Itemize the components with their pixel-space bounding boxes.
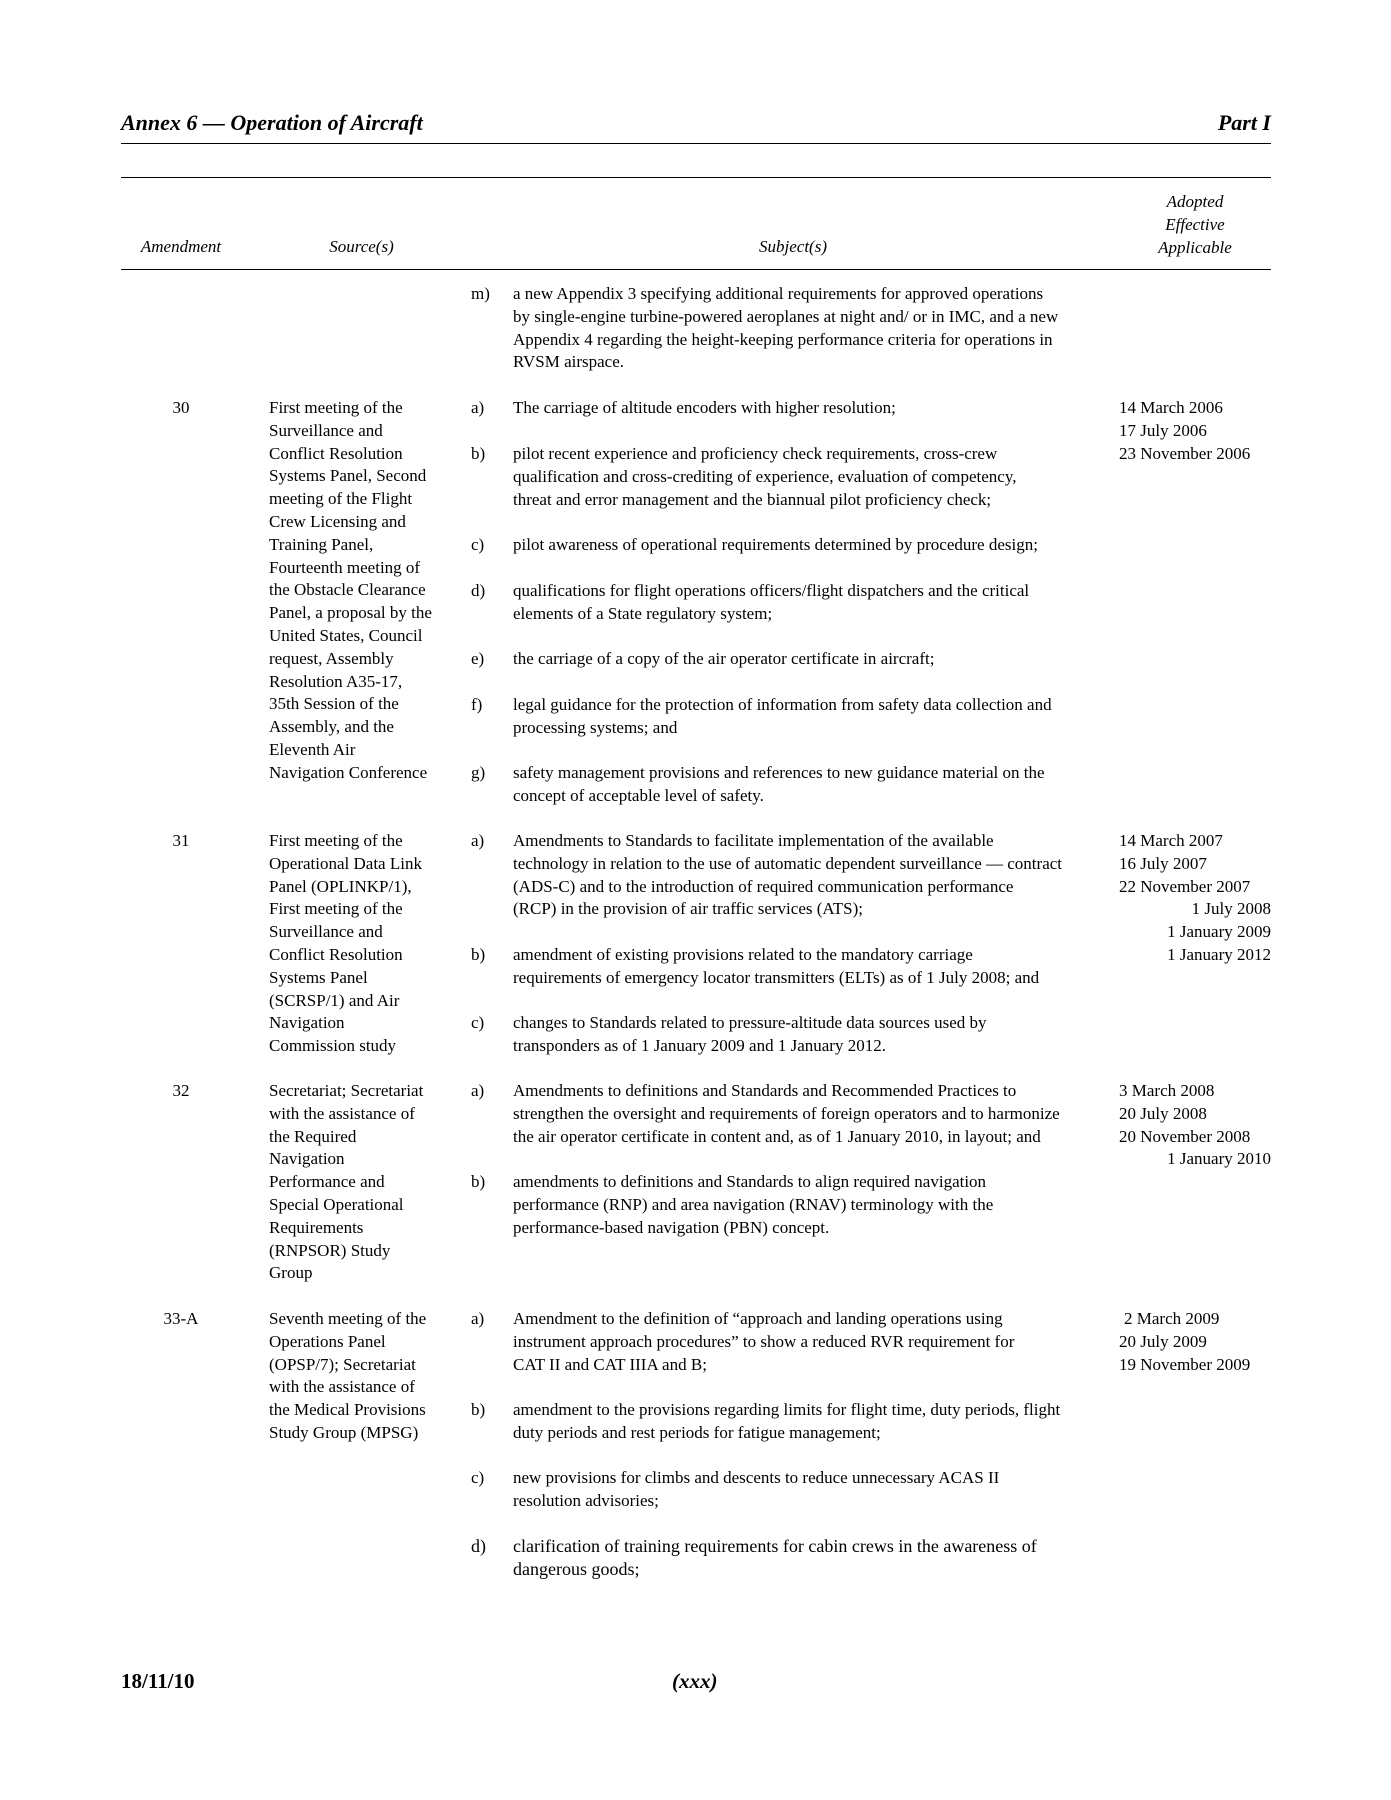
item-text bbox=[513, 397, 1093, 420]
date-applicable-extra: 1 January 2012 bbox=[1167, 944, 1271, 964]
dates-block bbox=[1119, 830, 1271, 967]
item-letter: c) bbox=[471, 1468, 485, 1487]
date-adopted: 2 March 2009 bbox=[1124, 1309, 1220, 1328]
subject-line: instrument approach procedures” to show a reduced RVR requirement for bbox=[513, 1331, 1015, 1351]
subject-line: (ADS-C) and to the introduction of required communication performance bbox=[513, 876, 1014, 896]
subject-line: CAT II and CAT IIIA and B; bbox=[513, 1354, 707, 1374]
item-text bbox=[513, 534, 1093, 557]
table-top-rule bbox=[121, 177, 1271, 178]
subject-line: changes to Standards related to pressure-altitude data sources used by bbox=[513, 1013, 987, 1032]
source-line: First meeting of the bbox=[269, 831, 403, 850]
subject-line: dangerous goods; bbox=[513, 1558, 640, 1579]
column-header-effective: Effective bbox=[1165, 214, 1225, 234]
subject-line: amendment to the provisions regarding limits for flight time, duty periods, flight bbox=[513, 1400, 1061, 1419]
subject-line: clarification of training requirements for cabin crews in the awareness of bbox=[513, 1536, 1037, 1556]
subject-line: strengthen the oversight and requirements of foreign operators and to harmonize bbox=[513, 1103, 1060, 1123]
item-text bbox=[513, 1171, 1093, 1239]
source-line: (OPSP/7); Secretariat bbox=[269, 1354, 416, 1374]
subject-line: performance (RNP) and area navigation (RNAV) terminology with the bbox=[513, 1194, 994, 1214]
date-effective: 20 July 2008 bbox=[1119, 1103, 1207, 1123]
subject-line: amendment of existing provisions related to the mandatory carriage bbox=[513, 945, 973, 964]
source-line: the Obstacle Clearance bbox=[269, 580, 426, 600]
item-letter: a) bbox=[471, 1309, 485, 1328]
item-text bbox=[513, 648, 1093, 671]
column-header-subjects: Subject(s) bbox=[759, 237, 827, 256]
source-line: Special Operational bbox=[269, 1194, 404, 1214]
subject-line: a new Appendix 3 specifying additional requirements for approved operations bbox=[513, 284, 1044, 303]
source-line: Resolution A35-17, bbox=[269, 671, 403, 691]
item-letter: g) bbox=[471, 763, 486, 782]
source-line: Eleventh Air bbox=[269, 739, 356, 759]
date-applicable: 22 November 2007 bbox=[1119, 876, 1251, 896]
source-line: Surveillance and bbox=[269, 922, 383, 942]
source-line: Secretariat; Secretariat bbox=[269, 1081, 424, 1100]
header-rule bbox=[121, 143, 1271, 144]
date-effective: 20 July 2009 bbox=[1119, 1331, 1207, 1351]
amendment-number: 30 bbox=[172, 398, 190, 417]
source-line: Commission study bbox=[269, 1036, 397, 1056]
item-text bbox=[513, 580, 1093, 626]
source-line: Group bbox=[269, 1263, 313, 1283]
item-letter: c) bbox=[471, 535, 485, 554]
source-line: Panel (OPLINKP/1), bbox=[269, 876, 412, 896]
source-line: Navigation Conference bbox=[269, 762, 428, 782]
source-line: First meeting of the bbox=[269, 398, 403, 417]
item-letter: d) bbox=[471, 1536, 486, 1556]
subject-line: RVSM airspace. bbox=[513, 352, 625, 372]
source-line: Systems Panel, Second bbox=[269, 466, 427, 486]
subject-line: qualification and cross-crediting of experience, evaluation of competency, bbox=[513, 466, 1017, 486]
source-line: 35th Session of the bbox=[269, 694, 399, 714]
item-letter: e) bbox=[471, 649, 485, 668]
item-text bbox=[513, 1467, 1093, 1513]
table-header-rule bbox=[121, 269, 1271, 270]
source-line: Assembly, and the bbox=[269, 717, 394, 737]
subject-line: Amendments to definitions and Standards and Recommended Practices to bbox=[513, 1081, 1017, 1100]
item-text bbox=[513, 443, 1093, 511]
header-title: Annex 6 — Operation of Aircraft bbox=[121, 110, 423, 135]
source-text bbox=[269, 1080, 454, 1285]
subject-line: resolution advisories; bbox=[513, 1490, 659, 1510]
source-line: Fourteenth meeting of bbox=[269, 557, 421, 577]
date-adopted: 3 March 2008 bbox=[1119, 1081, 1215, 1100]
source-line: (RNPSOR) Study bbox=[269, 1240, 391, 1260]
item-text bbox=[513, 830, 1093, 921]
column-header-amendment: Amendment bbox=[140, 237, 222, 256]
source-line: Crew Licensing and bbox=[269, 511, 406, 531]
date-applicable-extra: 1 January 2009 bbox=[1167, 922, 1271, 942]
subject-line: amendments to definitions and Standards to align required navigation bbox=[513, 1172, 987, 1191]
source-line: Study Group (MPSG) bbox=[269, 1422, 419, 1442]
item-text bbox=[513, 1535, 1093, 1581]
subject-line: new provisions for climbs and descents to reduce unnecessary ACAS II bbox=[513, 1468, 1000, 1487]
subject-line: The carriage of altitude encoders with higher resolution; bbox=[513, 398, 896, 417]
item-text bbox=[513, 1080, 1093, 1148]
subject-line: Appendix 4 regarding the height-keeping performance criteria for operations in bbox=[513, 329, 1053, 349]
subject-line: Amendments to Standards to facilitate implementation of the available bbox=[513, 831, 994, 850]
source-line: Seventh meeting of the bbox=[269, 1309, 427, 1328]
header-part: Part I bbox=[1217, 110, 1271, 135]
subject-line: legal guidance for the protection of information from safety data collection and bbox=[513, 695, 1052, 714]
item-text bbox=[513, 1012, 1093, 1058]
source-line: Panel, a proposal by the bbox=[269, 603, 432, 623]
subject-line: by single-engine turbine-powered aeroplanes at night and/ or in IMC, and a new bbox=[513, 306, 1059, 326]
subject-line: duty periods and rest periods for fatigue management; bbox=[513, 1422, 881, 1442]
date-applicable: 19 November 2009 bbox=[1119, 1354, 1251, 1374]
source-line: request, Assembly bbox=[269, 648, 394, 668]
subject-line: requirements of emergency locator transmitters (ELTs) as of 1 July 2008; and bbox=[513, 967, 1040, 987]
date-effective: 16 July 2007 bbox=[1119, 853, 1207, 873]
item-letter: a) bbox=[471, 831, 485, 850]
subject-line: the carriage of a copy of the air operator certificate in aircraft; bbox=[513, 649, 935, 668]
date-applicable: 20 November 2008 bbox=[1119, 1126, 1251, 1146]
subject-line: concept of acceptable level of safety. bbox=[513, 785, 764, 805]
amendment-number: 33-A bbox=[163, 1309, 199, 1328]
subject-line: qualifications for flight operations officers/flight dispatchers and the critical bbox=[513, 581, 1030, 600]
column-header-sources: Source(s) bbox=[329, 237, 394, 256]
item-letter: b) bbox=[471, 1172, 486, 1191]
item-letter: b) bbox=[471, 1400, 486, 1419]
source-line: the Medical Provisions bbox=[269, 1400, 426, 1420]
subject-line: safety management provisions and references to new guidance material on the bbox=[513, 763, 1045, 782]
source-line: (SCRSP/1) and Air bbox=[269, 990, 400, 1010]
item-letter: b) bbox=[471, 444, 486, 463]
source-line: United States, Council bbox=[269, 625, 423, 645]
amendment-number: 31 bbox=[172, 831, 190, 850]
column-header-applicable: Applicable bbox=[1158, 237, 1232, 257]
source-line: with the assistance of bbox=[269, 1377, 415, 1397]
source-line: the Required bbox=[269, 1126, 357, 1146]
item-letter: f) bbox=[471, 695, 483, 714]
footer-date: 18/11/10 bbox=[121, 1669, 195, 1693]
continuation-letter: m) bbox=[471, 284, 490, 303]
source-text bbox=[269, 830, 454, 1058]
date-effective: 17 July 2006 bbox=[1119, 420, 1207, 440]
source-line: Navigation bbox=[269, 1013, 345, 1033]
item-text bbox=[513, 1308, 1093, 1376]
footer-page-number: (xxx) bbox=[672, 1669, 718, 1693]
item-text bbox=[513, 694, 1093, 740]
date-adopted: 14 March 2006 bbox=[1119, 398, 1223, 417]
source-line: Training Panel, bbox=[269, 534, 374, 554]
date-adopted: 14 March 2007 bbox=[1119, 831, 1223, 850]
column-header-dates bbox=[1119, 191, 1271, 259]
source-line: Surveillance and bbox=[269, 420, 383, 440]
subject-line: technology in relation to the use of automatic dependent surveillance — contract bbox=[513, 853, 1063, 873]
source-line: Performance and bbox=[269, 1172, 385, 1192]
dates-block bbox=[1119, 397, 1271, 465]
source-text bbox=[269, 397, 454, 785]
subject-line: processing systems; and bbox=[513, 717, 678, 737]
column-header-adopted: Adopted bbox=[1166, 192, 1224, 211]
source-line: with the assistance of bbox=[269, 1103, 415, 1123]
subject-line: transponders as of 1 January 2009 and 1 January 2012. bbox=[513, 1035, 886, 1055]
item-text bbox=[513, 762, 1093, 808]
source-line: Conflict Resolution bbox=[269, 944, 403, 964]
dates-block bbox=[1119, 1080, 1271, 1171]
source-line: Requirements bbox=[269, 1217, 364, 1237]
item-letter: a) bbox=[471, 1081, 485, 1100]
source-line: meeting of the Flight bbox=[269, 489, 413, 509]
continuation-text bbox=[513, 283, 1093, 374]
source-text bbox=[269, 1308, 454, 1445]
subject-line: performance-based navigation (PBN) concept. bbox=[513, 1217, 830, 1237]
subject-line: pilot awareness of operational requirements determined by procedure design; bbox=[513, 535, 1038, 554]
item-letter: a) bbox=[471, 398, 485, 417]
subject-line: (RCP) in the provision of air traffic services (ATS); bbox=[513, 899, 864, 919]
date-applicable-extra: 1 July 2008 bbox=[1191, 899, 1271, 919]
date-applicable-extra: 1 January 2010 bbox=[1167, 1149, 1271, 1169]
dates-block bbox=[1119, 1308, 1271, 1376]
subject-line: pilot recent experience and proficiency check requirements, cross-crew bbox=[513, 444, 998, 463]
item-letter: c) bbox=[471, 1013, 485, 1032]
amendment-number: 32 bbox=[172, 1081, 190, 1100]
subject-line: elements of a State regulatory system; bbox=[513, 603, 773, 623]
subject-line: the air operator certificate in content and, as of 1 January 2010, in layout; and bbox=[513, 1126, 1041, 1146]
item-text bbox=[513, 944, 1093, 990]
subject-line: Amendment to the definition of “approach and landing operations using bbox=[513, 1309, 1003, 1328]
source-line: Systems Panel bbox=[269, 967, 368, 987]
item-letter: d) bbox=[471, 581, 486, 600]
source-line: First meeting of the bbox=[269, 899, 403, 919]
source-line: Conflict Resolution bbox=[269, 443, 403, 463]
date-applicable: 23 November 2006 bbox=[1119, 443, 1251, 463]
source-line: Navigation bbox=[269, 1149, 345, 1169]
subject-line: threat and error management and the biannual pilot proficiency check; bbox=[513, 489, 992, 509]
source-line: Operational Data Link bbox=[269, 853, 422, 873]
source-line: Operations Panel bbox=[269, 1331, 386, 1351]
item-letter: b) bbox=[471, 945, 486, 964]
item-text bbox=[513, 1399, 1093, 1445]
